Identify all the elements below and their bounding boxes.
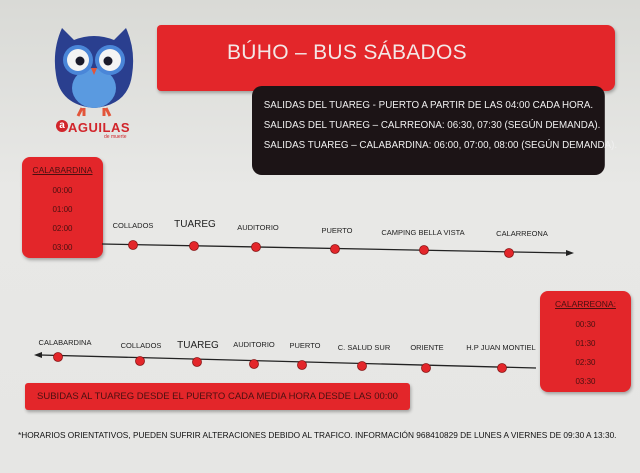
stop-label: PUERTO <box>289 341 321 350</box>
stop-dot <box>298 361 307 370</box>
schedule-heading: CALABARDINA <box>32 165 93 175</box>
schedule-time: 00:00 <box>52 186 73 195</box>
logo-brand: AGUILAS <box>68 120 130 135</box>
stop-label: C. SALUD SUR <box>337 343 391 352</box>
stop-dot <box>331 245 340 254</box>
stop-label: H.P JUAN MONTIEL <box>466 343 536 352</box>
schedule-time: 03:00 <box>52 243 73 252</box>
stop-dot <box>420 246 429 255</box>
page-title: BÚHO – BUS SÁBADOS <box>227 41 467 64</box>
stop-label: ORIENTE <box>410 343 444 352</box>
footer-note: *HORARIOS ORIENTATIVOS, PUEDEN SUFRIR ALTERACIONES DEBIDO AL TRAFICO. INFORMACIÓN 968410829 DE LUNES A VIERNES DE 09:30 A 13:30. <box>18 430 617 440</box>
stop-label: TUAREG <box>177 340 219 351</box>
stop-dot <box>190 242 199 251</box>
stop-dot <box>498 364 507 373</box>
stop-label: AUDITORIO <box>237 223 279 232</box>
info-line: SALIDAS DEL TUAREG - PUERTO A PARTIR DE LAS 04:00 CADA HORA. <box>263 100 594 111</box>
stop-dot <box>358 362 367 371</box>
stop-label: PUERTO <box>321 226 353 235</box>
stop-dot <box>250 360 259 369</box>
calarreona-schedule <box>540 291 631 392</box>
info-line: SALIDAS DEL TUAREG – CALRREONA: 06:30, 07:30 (SEGÚN DEMANDA). <box>263 120 601 131</box>
stop-label: COLLADOS <box>112 221 154 230</box>
stop-dot <box>193 358 202 367</box>
schedule-time: 01:00 <box>52 205 73 214</box>
stop-dot <box>54 353 63 362</box>
stop-label: CAMPING BELLA VISTA <box>381 228 465 237</box>
stop-label: AUDITORIO <box>233 340 275 349</box>
stop-dot <box>129 241 138 250</box>
schedule-heading: CALARREONA: <box>555 299 616 309</box>
schedule-time: 00:30 <box>575 320 596 329</box>
logo-tagline: de muerte <box>104 134 127 140</box>
stop-dot <box>136 357 145 366</box>
stop-dot <box>422 364 431 373</box>
aguilas-a-icon: a <box>56 120 68 132</box>
arrow-left-icon <box>34 352 42 358</box>
stop-label: CALARREONA <box>496 229 548 238</box>
schedule-time: 02:00 <box>52 224 73 233</box>
arrow-right-icon <box>566 250 574 256</box>
stop-label: CALABARDINA <box>38 338 92 347</box>
stop-label: TUAREG <box>174 219 216 230</box>
schedule-time: 03:30 <box>575 377 596 386</box>
route2-line <box>40 355 536 368</box>
info-line: SALIDAS TUAREG – CALABARDINA: 06:00, 07:00, 08:00 (SEGÚN DEMANDA). <box>263 140 618 151</box>
tuareg-pickup-banner: SUBIDAS AL TUAREG DESDE EL PUERTO CADA MEDIA HORA DESDE LAS 00:00 <box>25 383 410 410</box>
stop-label: COLLADOS <box>120 341 162 350</box>
schedule-time: 02:30 <box>575 358 596 367</box>
stop-dot <box>252 243 261 252</box>
stop-dot <box>505 249 514 258</box>
schedule-time: 01:30 <box>575 339 596 348</box>
